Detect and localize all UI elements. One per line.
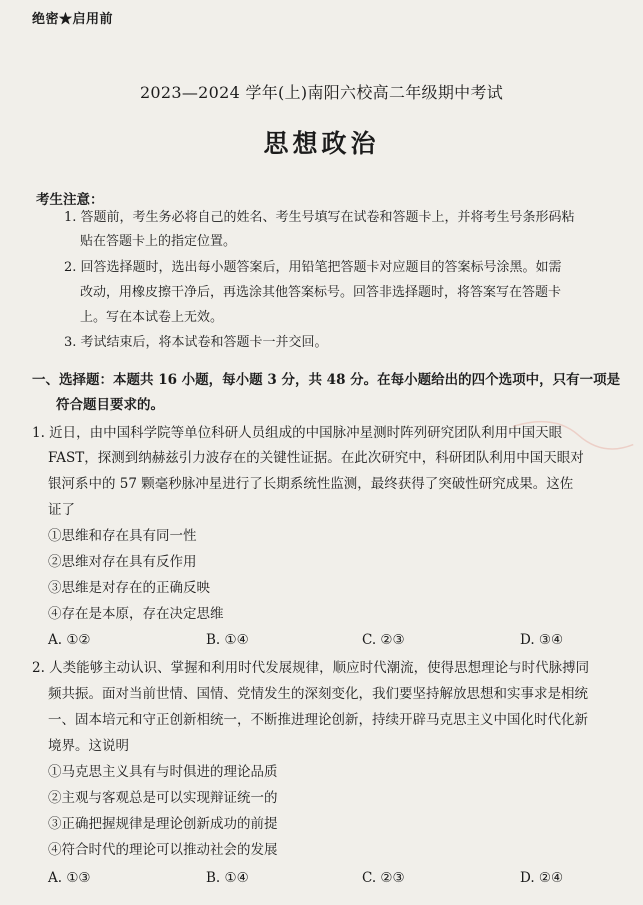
question-stem: 1. 近日，由中国科学院等单位科研人员组成的中国脉冲星测时阵列研究团队利用中国天眼 (32, 425, 563, 441)
option-a: A. ①③ (48, 870, 91, 886)
option-b: B. ①④ (206, 870, 249, 886)
statement: ③思维是对存在的正确反映 (48, 580, 210, 596)
statement: ③正确把握规律是理论创新成功的前提 (48, 816, 278, 832)
option-b: B. ①④ (206, 632, 249, 648)
notice-heading: 考生注意： (36, 192, 104, 208)
section-heading-cont: 符合题目要求的。 (56, 397, 164, 413)
notice-line: 2. 回答选择题时，选出每小题答案后，用铅笔把答题卡对应题目的答案标号涂黑。如需 (64, 260, 562, 275)
statement: ②思维对存在具有反作用 (48, 554, 197, 570)
section-heading: 一、选择题：本题共 16 小题，每小题 3 分，共 48 分。在每小题给出的四个选项中，只有一项是 (32, 372, 621, 388)
question-stem: 频共振。面对当前世情、国情、党情发生的深刻变化，我们要坚持解放思想和实事求是相统 (48, 686, 588, 702)
exam-title: 2023—2024 学年(上)南阳六校高二年级期中考试 (139, 83, 504, 102)
notice-line: 上。写在本试卷上无效。 (80, 310, 224, 325)
option-c: C. ②③ (362, 870, 405, 886)
option-c: C. ②③ (362, 632, 405, 648)
statement: ②主观与客观总是可以实现辩证统一的 (48, 790, 278, 806)
notice-line: 3. 考试结束后，将本试卷和答题卡一并交回。 (64, 335, 328, 350)
subject-title: 思想政治 (263, 129, 380, 158)
statement: ①思维和存在具有同一性 (48, 528, 197, 544)
statement: ④存在是本原，存在决定思维 (48, 606, 224, 622)
confidential-label: 绝密★启用前 (32, 12, 114, 27)
notice-line: 改动，用橡皮擦干净后，再选涂其他答案标号。回答非选择题时，将答案写在答题卡 (80, 285, 562, 300)
question-stem: 证了 (48, 502, 75, 518)
statement: ④符合时代的理论可以推动社会的发展 (48, 842, 278, 858)
question-stem: 银河系中的 57 颗毫秒脉冲星进行了长期系统性监测，最终获得了突破性研究成果。这佐 (48, 476, 574, 492)
question-stem: 境界。这说明 (48, 738, 129, 754)
question-stem: 一、固本培元和守正创新相统一，不断推进理论创新，持续开辟马克思主义中国化时代化新 (48, 712, 588, 728)
option-d: D. ③④ (520, 632, 564, 648)
statement: ①马克思主义具有与时俱进的理论品质 (48, 764, 278, 780)
notice-line: 贴在答题卡上的指定位置。 (80, 234, 237, 249)
option-d: D. ②④ (520, 870, 564, 886)
question-stem: 2. 人类能够主动认识、掌握和利用时代发展规律，顺应时代潮流，使得思想理论与时代脉搏同 (32, 660, 590, 676)
notice-line: 1. 答题前，考生务必将自己的姓名、考生号填写在试卷和答题卡上，并将考生号条形码粘 (64, 210, 575, 225)
option-a: A. ①② (48, 632, 91, 648)
question-stem: FAST，探测到纳赫兹引力波存在的关键性证据。在此次研究中，科研团队利用中国天眼对 (48, 450, 584, 466)
